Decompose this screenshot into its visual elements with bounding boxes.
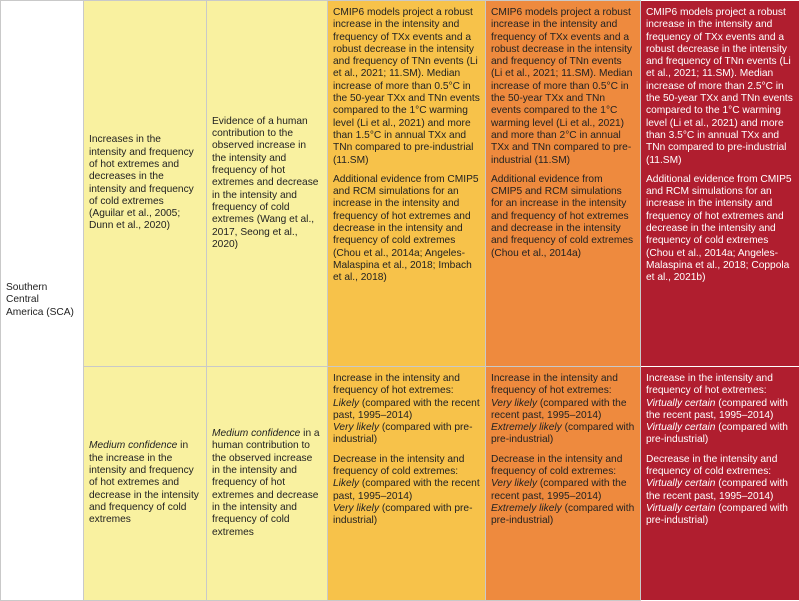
observed-confidence-cell [84, 367, 207, 601]
cold-extremes-block [491, 454, 635, 528]
warming-2-likelihood-cell [486, 367, 641, 601]
likelihood-ref: (compared with the recent past, 1995–2014) [491, 478, 627, 501]
evidence-paragraph: Additional evidence from CMIP5 and RCM simulations for an increase in the intensity and frequency of hot extremes and decrease in the intensity and frequency of cold extremes (Chou et al., 2014a) [491, 174, 635, 260]
warming-4-likelihood-cell [641, 367, 799, 601]
confidence-text: in the increase in the intensity and frequency of hot extremes and decrease in the intensity and frequency of cold extremes [89, 440, 199, 525]
hot-intro: Increase in the intensity and frequency of hot extremes: [646, 373, 773, 396]
warming-4-cell [641, 1, 799, 367]
likelihood-term: Very likely [491, 478, 537, 489]
hot-extremes-block [333, 373, 480, 447]
hot-intro: Increase in the intensity and frequency of hot extremes: [333, 373, 460, 396]
warming-2-cell [486, 1, 641, 367]
likelihood-term: Virtually certain [646, 422, 715, 433]
likelihood-term: Virtually certain [646, 503, 715, 514]
confidence-term: Medium confidence [212, 428, 300, 439]
observed-change-text: Increases in the intensity and frequency of hot extremes and decreases in the intensity and frequency of cold extremes (Aguilar et al., 2005; Dunn et al., 2020) [89, 134, 194, 231]
likelihood-term: Virtually certain [646, 398, 715, 409]
likelihood-ref: (compared with pre-industrial) [491, 422, 634, 445]
table-row [1, 1, 799, 367]
likelihood-term: Extremely likely [491, 503, 562, 514]
region-cell [1, 1, 84, 601]
confidence-text: in a human contribution to the observed increase in the intensity and frequency of hot extremes and decrease in the intensity and frequency of cold extremes [212, 428, 320, 537]
likelihood-ref: (compared with pre-industrial) [333, 422, 472, 445]
evidence-paragraph: Additional evidence from CMIP5 and RCM simulations for an increase in the intensity and frequency of hot extremes and decrease in the intensity and frequency of cold extremes (Chou et al., 2014a; Angeles-Malaspina et al., 2018; Coppola et al., 2021b) [646, 174, 794, 285]
warming-1-5-likelihood-cell [328, 367, 486, 601]
confidence-term: Medium confidence [89, 440, 177, 451]
projection-paragraph: CMIP6 models project a robust increase in the intensity and frequency of TXx events and a robust decrease in the intensity and frequency of TNn events (Li et al., 2021; 11.SM). Median increase of more than 0.5°C in the 50-year TXx and TNn events compared to the 1°C warming level (Li et al., 2021) and more than 1.5°C in annual TXx and TNn compared to pre-industrial (11.SM) [333, 7, 480, 167]
projection-paragraph: CMIP6 models project a robust increase in the intensity and frequency of TXx events and a robust decrease in the intensity and frequency of TNn events (Li et al., 2021; 11.SM). Median increase of more than 2.5°C in the 50-year TXx and TNn events compared to the 1°C warming level (Li et al., 2021) and more than 3.5°C in annual TXx and TNn compared to pre-industrial (11.SM) [646, 7, 794, 167]
region-label: Southern Central America (SCA) [6, 282, 74, 318]
likelihood-term: Very likely [333, 503, 379, 514]
likelihood-ref: (compared with the recent past, 1995–2014) [333, 398, 480, 421]
likelihood-term: Very likely [491, 398, 537, 409]
likelihood-term: Virtually certain [646, 478, 715, 489]
hot-extremes-block [646, 373, 794, 447]
likelihood-ref: (compared with the recent past, 1995–2014) [491, 398, 627, 421]
likelihood-ref: (compared with pre-industrial) [333, 503, 472, 526]
cold-intro: Decrease in the intensity and frequency of cold extremes: [333, 454, 464, 477]
likelihood-ref: (compared with the recent past, 1995–2014) [646, 398, 788, 421]
evidence-paragraph: Additional evidence from CMIP5 and RCM simulations for an increase in the intensity and frequency of hot extremes and decrease in the intensity and frequency of cold extremes (Chou et al., 2014a; Angeles-Malaspina et al., 2018; Imbach et al., 2018) [333, 174, 480, 285]
cold-extremes-block [333, 454, 480, 528]
likelihood-term: Likely [333, 398, 359, 409]
table-row [1, 367, 799, 601]
hot-extremes-block [491, 373, 635, 447]
observed-change-cell [84, 1, 207, 367]
likelihood-ref: (compared with pre-industrial) [646, 503, 788, 526]
likelihood-term: Very likely [333, 422, 379, 433]
projection-paragraph: CMIP6 models project a robust increase in the intensity and frequency of TXx events and a robust decrease in the intensity and frequency of TNn events (Li et al., 2021; 11.SM). Median increase of more than 0.5°C in the 50-year TXx and TNn events compared to the 1°C warming level (Li et al., 2021) and more than 2°C in annual TXx and TNn compared to pre-industrial (11.SM) [491, 7, 635, 167]
attribution-cell [207, 1, 328, 367]
attribution-text: Evidence of a human contribution to the observed increase in the intensity and frequency of hot extremes and decrease in the intensity and frequency of cold extremes (Wang et al., 2017, Seong et al., 2020) [212, 116, 318, 250]
attribution-confidence-cell [207, 367, 328, 601]
likelihood-term: Likely [333, 478, 359, 489]
likelihood-term: Extremely likely [491, 422, 562, 433]
warming-1-5-cell [328, 1, 486, 367]
likelihood-ref: (compared with pre-industrial) [491, 503, 634, 526]
hot-intro: Increase in the intensity and frequency of hot extremes: [491, 373, 618, 396]
likelihood-ref: (compared with pre-industrial) [646, 422, 788, 445]
likelihood-ref: (compared with the recent past, 1995–2014) [646, 478, 788, 501]
cold-intro: Decrease in the intensity and frequency of cold extremes: [491, 454, 622, 477]
cold-intro: Decrease in the intensity and frequency of cold extremes: [646, 454, 777, 477]
likelihood-ref: (compared with the recent past, 1995–2014) [333, 478, 480, 501]
cold-extremes-block [646, 454, 794, 528]
